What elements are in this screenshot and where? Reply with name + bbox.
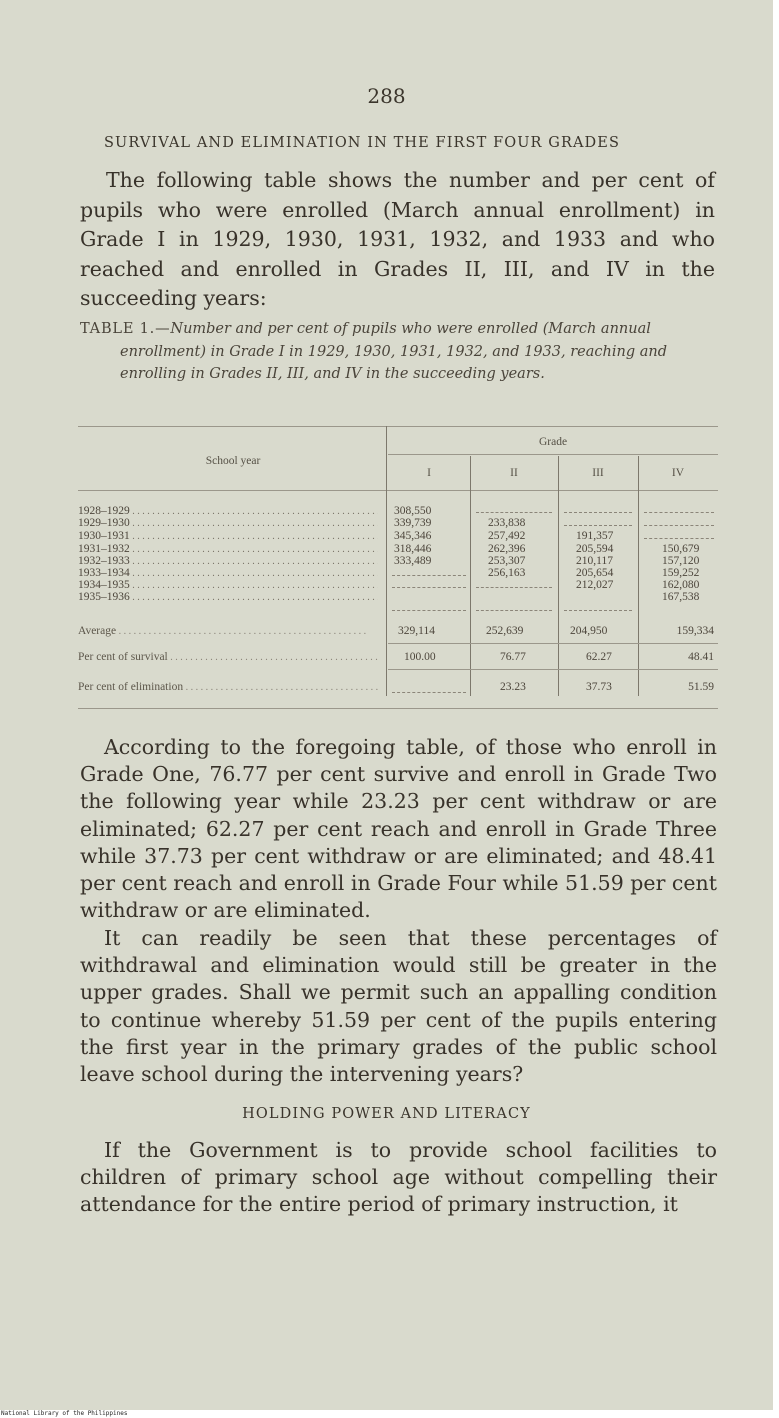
table-cell: 150,679 <box>662 543 700 555</box>
row-year: 1928–1929 . . . <box>78 505 378 517</box>
table-cell: 204,950 <box>570 625 608 637</box>
paragraph-appalling-condition: It can readily be seen that these percentages of withdrawal and elimination would still be greater in the upper grades. Shall we permit such an appalling condition to continue whereby 51.59 per cent of the pupils entering the first year in the primary grades of the public school leave school during the intervening years? <box>80 926 717 1087</box>
table-cell: 345,346 <box>394 530 432 542</box>
table-cell: 308,550 <box>394 505 432 517</box>
table-caption-text: Number and per cent of pupils who were enrolled (March annual enrollment) in Grade I in 1929, 1930, 1931, 1932, and 1933, reaching and enrolling in Grades II, III, and IV in the succeeding years. <box>120 321 667 382</box>
stub-divider <box>386 426 387 696</box>
table-cell: 51.59 <box>688 681 714 693</box>
empty-cell-dash <box>564 525 632 526</box>
table-cell: 205,594 <box>576 543 614 555</box>
column-header-I: I <box>427 467 431 479</box>
column-header-III: III <box>592 467 604 479</box>
table-bottom-rule <box>78 708 718 709</box>
table-cell: 157,120 <box>662 555 700 567</box>
table-cell: 167,538 <box>662 591 700 603</box>
grade-group-header: Grade <box>538 436 568 448</box>
row-year: 1934–1935 . . . <box>78 579 378 591</box>
enrollment-table <box>78 426 718 711</box>
column-divider-1 <box>470 456 471 696</box>
paragraph-foregoing-table: According to the foregoing table, of those who enroll in Grade One, 76.77 per cent survive and enroll in Grade Two the following year while 23.23 per cent withdraw or are eliminated; 62.27 per cent reach and enroll in Grade Three while 37.73 per cent withdraw or are eliminated; and 48.41 per cent reach and enroll in Grade Four while 51.59 per cent withdraw or are eliminated. <box>80 735 717 923</box>
table-cell: 253,307 <box>488 555 526 567</box>
empty-cell-dash <box>392 575 466 576</box>
empty-cell-dash <box>392 610 466 611</box>
table-cell: 257,492 <box>488 530 526 542</box>
table-cell: 329,114 <box>398 625 435 637</box>
table-cell: 262,396 <box>488 543 526 555</box>
table-cell: 339,739 <box>394 517 432 529</box>
table-cell: 212,027 <box>576 579 614 591</box>
empty-cell-dash <box>476 610 552 611</box>
empty-cell-dash <box>644 525 714 526</box>
row-year: 1931–1932 . . . <box>78 543 378 555</box>
table-cell: 100.00 <box>404 651 436 663</box>
empty-cell-dash <box>476 587 552 588</box>
table-caption <box>80 318 715 386</box>
column-divider-2 <box>558 456 559 696</box>
empty-cell-dash <box>392 587 466 588</box>
table-cell: 23.23 <box>500 681 526 693</box>
table-cell: 48.41 <box>688 651 714 663</box>
table-caption-label: TABLE 1.— <box>80 321 171 337</box>
summary-label-elimination: Per cent of elimination . . . <box>78 681 378 693</box>
header-bottom-rule <box>78 490 718 491</box>
empty-cell-dash <box>564 610 632 611</box>
footer-credit: National Library of the Philippines <box>1 1410 128 1417</box>
row-year: 1935–1936 . . . <box>78 591 378 603</box>
empty-cell-dash <box>644 512 714 513</box>
empty-cell-dash <box>564 512 632 513</box>
summary-rule <box>388 669 718 670</box>
column-divider-3 <box>638 456 639 696</box>
intro-paragraph: The following table shows the number and per cent of pupils who were enrolled (March annual enrollment) in Grade I in 1929, 1930, 1931, 1932, and 1933 and who reached and enrolled in Grades II, III, and IV in the succeeding years: <box>80 168 715 310</box>
summary-label-average: Average . . . <box>78 625 378 637</box>
table-cell: 205,654 <box>576 567 614 579</box>
column-header-II: II <box>510 467 518 479</box>
empty-cell-dash <box>644 538 714 539</box>
right-margin-strip <box>773 0 779 1410</box>
table-cell: 162,080 <box>662 579 700 591</box>
table-cell: 318,446 <box>394 543 432 555</box>
summary-label-survival: Per cent of survival . . . <box>78 651 378 663</box>
empty-cell-dash <box>392 692 466 693</box>
page-number: 288 <box>367 84 406 108</box>
table-cell: 76.77 <box>500 651 526 663</box>
table-cell: 62.27 <box>586 651 612 663</box>
table-cell: 159,334 <box>676 625 714 637</box>
table-cell: 159,252 <box>662 567 700 579</box>
row-year: 1932–1933 . . . <box>78 555 378 567</box>
table-cell: 191,357 <box>576 530 614 542</box>
summary-rule <box>388 643 718 644</box>
section-heading: SURVIVAL AND ELIMINATION IN THE FIRST FOUR GRADES <box>104 135 620 151</box>
subheading-holding-power: HOLDING POWER AND LITERACY <box>242 1106 531 1122</box>
row-year: 1929–1930 . . . <box>78 517 378 529</box>
table-cell: 37.73 <box>586 681 612 693</box>
table-cell: 333,489 <box>394 555 432 567</box>
table-cell: 252,639 <box>486 625 524 637</box>
grade-header-rule <box>388 454 718 455</box>
row-year: 1930–1931 . . . <box>78 530 378 542</box>
table-top-rule <box>78 426 718 427</box>
stub-header: School year <box>205 455 261 467</box>
table-cell: 256,163 <box>488 567 526 579</box>
empty-cell-dash <box>476 512 552 513</box>
table-cell: 210,117 <box>576 555 613 567</box>
paragraph-government: If the Government is to provide school facilities to children of primary school age without compelling their attendance for the entire period of primary instruction, it <box>80 1138 717 1217</box>
row-year: 1933–1934 . . . <box>78 567 378 579</box>
column-header-IV: IV <box>671 467 685 479</box>
table-cell: 233,838 <box>488 517 526 529</box>
